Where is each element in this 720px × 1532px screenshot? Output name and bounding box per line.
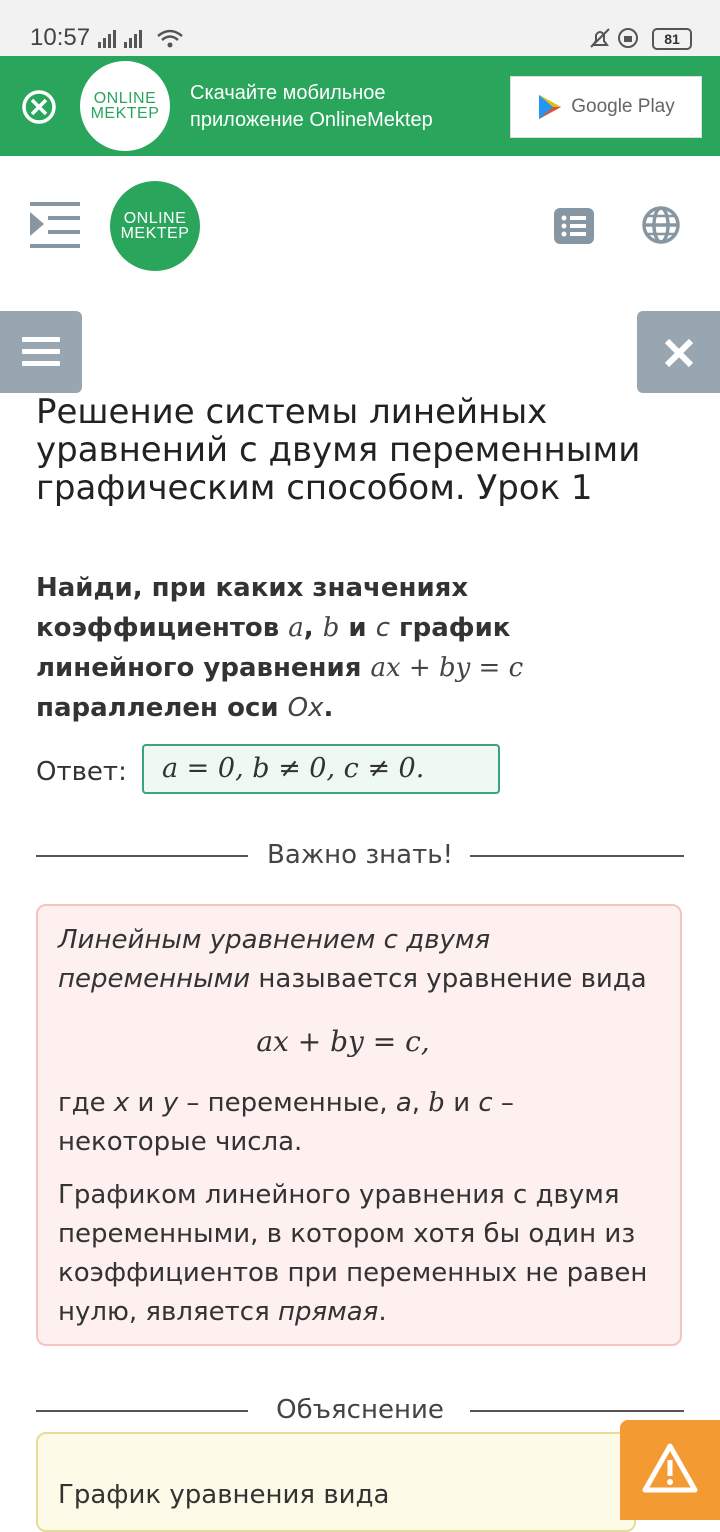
google-play-label: Google Play xyxy=(571,96,675,117)
explanation-text: График уравнения вида xyxy=(58,1480,390,1510)
numbers-text: – некоторые числа. xyxy=(58,1088,514,1157)
warning-icon xyxy=(642,1442,698,1494)
divider-right xyxy=(470,855,684,857)
coef-b: b xyxy=(322,613,340,643)
question-part3: параллелен оси xyxy=(36,693,288,723)
lesson-title: Решение системы линейных уравнений с двумя переменными графическим способом. Урок 1 xyxy=(36,392,641,508)
and-text-1: и xyxy=(129,1088,163,1118)
var-y: y xyxy=(162,1088,179,1118)
var-x: x xyxy=(113,1088,130,1118)
question-dot: . xyxy=(323,693,334,723)
sidebar-toggle-icon[interactable] xyxy=(30,202,82,250)
divider-left xyxy=(36,855,248,857)
battery-indicator: 81 xyxy=(652,28,692,50)
num-c: c xyxy=(478,1088,493,1118)
question-part2: график линейного уравнения xyxy=(36,613,511,683)
question-comma: , xyxy=(303,613,323,643)
graph-end: . xyxy=(378,1297,387,1327)
variables-paragraph xyxy=(58,1084,578,1162)
banner-text-line1: Скачайте мобильное xyxy=(190,82,386,104)
question-part1: Найди, при каких значениях коэффициентов xyxy=(36,573,469,643)
banner-logo xyxy=(80,61,170,151)
definition-rest: называется уравнение вида xyxy=(250,964,647,994)
explanation-divider-right xyxy=(470,1410,684,1412)
list-icon[interactable] xyxy=(554,208,594,244)
graph-term: прямая xyxy=(277,1297,379,1327)
comma-text: , xyxy=(411,1088,429,1118)
menu-button[interactable] xyxy=(0,311,82,393)
and-text-2: и xyxy=(444,1088,479,1118)
explanation-divider-left xyxy=(36,1410,248,1412)
google-play-button[interactable] xyxy=(510,76,702,138)
status-bar xyxy=(0,0,720,56)
status-mute-icons xyxy=(590,27,640,51)
banner-text xyxy=(190,80,433,134)
header-logo[interactable] xyxy=(110,181,200,271)
hamburger-icon xyxy=(22,337,60,367)
close-banner-icon[interactable] xyxy=(20,88,58,126)
close-icon xyxy=(664,338,694,368)
banner-text-line2: приложение OnlineMektep xyxy=(190,109,433,131)
question-text xyxy=(36,568,636,728)
question-axis: Ox xyxy=(287,693,324,723)
graph-text: Графиком линейного уравнения с двумя переменными, в котором хотя бы один из коэффициентов при переменных не равен нулю, является xyxy=(58,1180,648,1327)
signal-wifi-icons xyxy=(98,28,186,50)
definition-paragraph xyxy=(58,921,668,999)
formula: ax + by = c, xyxy=(256,1025,430,1058)
status-time: 10:57 xyxy=(30,24,91,51)
explanation-heading: Объяснение xyxy=(276,1395,444,1425)
coef-a: a xyxy=(288,613,304,643)
answer-label: Ответ: xyxy=(36,757,127,787)
report-problem-button[interactable] xyxy=(620,1420,720,1520)
question-and: и xyxy=(339,613,376,643)
header-logo-line1: ONLINE xyxy=(123,210,187,227)
graph-paragraph xyxy=(58,1176,668,1332)
close-lesson-button[interactable] xyxy=(637,311,720,393)
banner-logo-line1: ONLINE xyxy=(93,90,157,107)
answer-field[interactable]: a = 0, b ≠ 0, c ≠ 0. xyxy=(142,744,500,794)
header-logo-line2: MEKTEP xyxy=(120,225,190,242)
coef-c: c xyxy=(375,613,390,643)
google-play-icon xyxy=(537,93,563,121)
vars-text: – переменные, xyxy=(178,1088,396,1118)
banner-logo-line2: MEKTEP xyxy=(90,105,160,122)
globe-icon[interactable] xyxy=(641,205,681,245)
where-text: где xyxy=(58,1088,114,1118)
question-equation: ax + by = c xyxy=(370,653,524,683)
num-a: a xyxy=(395,1088,412,1118)
definition-term: Линейным уравнением с двумя переменными xyxy=(58,925,491,994)
num-b: b xyxy=(428,1088,445,1118)
important-heading: Важно знать! xyxy=(266,840,453,870)
